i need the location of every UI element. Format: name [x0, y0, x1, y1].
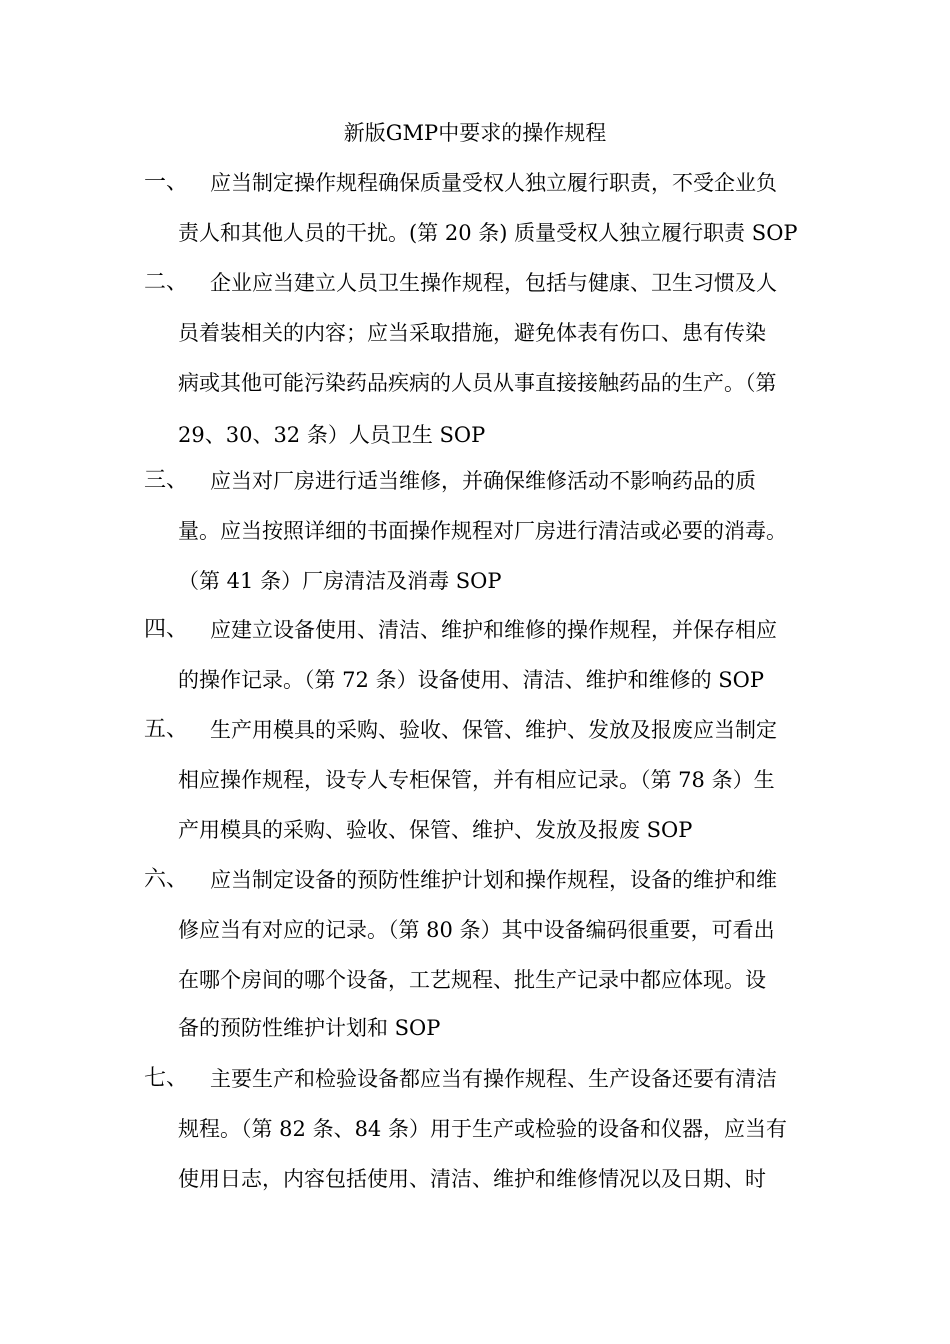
item-number: 二、 [144, 270, 189, 295]
item-line: 生产用模具的采购、验收、保管、维护、发放及报废应当制定 [210, 718, 777, 742]
item-number: 五、 [144, 717, 189, 742]
item-line: 应建立设备使用、清洁、维护和维修的操作规程，并保存相应 [210, 618, 777, 642]
item-line: 应当制定操作规程确保质量受权人独立履行职责，不受企业负 [210, 171, 777, 195]
item-line: 相应操作规程，设专人专柜保管，并有相应记录。（第 78 条）生 [178, 768, 775, 792]
item-line: 的操作记录。（第 72 条）设备使用、清洁、维护和维修的 SOP [178, 668, 764, 692]
item-number: 六、 [144, 867, 189, 892]
item-line: 应当制定设备的预防性维护计划和操作规程，设备的维护和维 [210, 868, 777, 892]
item-line: 29、30、32 条）人员卫生 SOP [178, 423, 486, 447]
item-number: 七、 [144, 1066, 189, 1091]
item-line: 病或其他可能污染药品疾病的人员从事直接接触药品的生产。（第 [178, 371, 777, 395]
item-number: 四、 [144, 617, 189, 642]
item-number: 一、 [144, 170, 189, 195]
item-line: （第 41 条）厂房清洁及消毒 SOP [178, 569, 502, 593]
item-line: 主要生产和检验设备都应当有操作规程、生产设备还要有清洁 [210, 1067, 777, 1091]
item-line: 产用模具的采购、验收、保管、维护、发放及报废 SOP [178, 818, 693, 842]
item-line: 应当对厂房进行适当维修，并确保维修活动不影响药品的质 [210, 469, 756, 493]
item-line: 使用日志，内容包括使用、清洁、维护和维修情况以及日期、时 [178, 1167, 766, 1191]
item-line: 责人和其他人员的干扰。(第 20 条) 质量受权人独立履行职责 SOP [178, 221, 798, 245]
item-line: 在哪个房间的哪个设备，工艺规程、批生产记录中都应体现。设 [178, 968, 766, 992]
item-line: 备的预防性维护计划和 SOP [178, 1016, 441, 1040]
item-line: 企业应当建立人员卫生操作规程，包括与健康、卫生习惯及人 [210, 271, 777, 295]
document-title: 新版GMP中要求的操作规程 [343, 121, 607, 145]
item-line: 修应当有对应的记录。（第 80 条）其中设备编码很重要，可看出 [178, 918, 775, 942]
item-number: 三、 [144, 468, 189, 493]
item-line: 规程。（第 82 条、84 条）用于生产或检验的设备和仪器，应当有 [178, 1117, 787, 1141]
item-line: 量。应当按照详细的书面操作规程对厂房进行清洁或必要的消毒。 [178, 519, 787, 543]
item-line: 员着装相关的内容；应当采取措施，避免体表有伤口、患有传染 [178, 321, 766, 345]
